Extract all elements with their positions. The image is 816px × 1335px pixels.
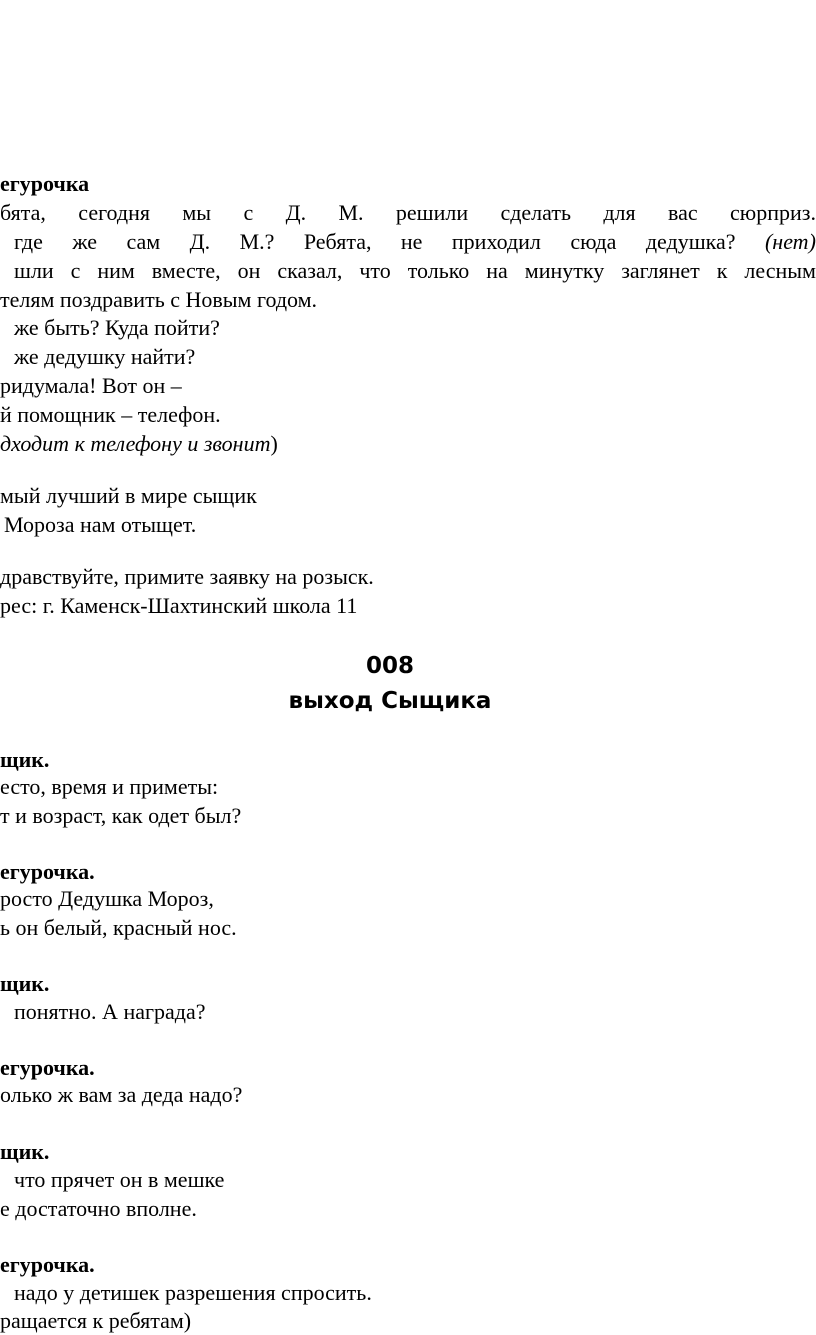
speaker-snegurochka: егурочка.	[0, 1252, 95, 1277]
verse-line: ь он белый, красный нос.	[0, 915, 237, 940]
speaker-detective: щик.	[0, 747, 50, 772]
verse-line: что прячет он в мешке	[14, 1167, 225, 1192]
word: Д.	[189, 229, 211, 254]
scene-title: выход Сыщика	[288, 688, 492, 714]
word: лесным	[744, 258, 816, 283]
paragraph-line: телям поздравить с Новым годом.	[0, 287, 318, 312]
word: к	[716, 258, 728, 283]
word: М.?	[239, 229, 275, 254]
italic-word: (нет)	[764, 229, 816, 254]
word: дедушка?	[645, 229, 736, 254]
word: Д.	[285, 200, 307, 225]
speaker-detective: щик.	[0, 971, 50, 996]
stage-direction: ращается к ребятам)	[0, 1308, 192, 1333]
verse-line: росто Дедушка Мороз,	[0, 886, 214, 911]
word: с	[243, 200, 254, 225]
paragraph-line	[0, 199, 816, 227]
paragraph-line	[0, 257, 816, 285]
word: приходил	[451, 229, 541, 254]
word: с	[70, 258, 81, 283]
speaker-detective: щик.	[0, 1139, 50, 1164]
stage-direction-italic: дходит к телефону и звонит	[0, 431, 271, 456]
word: ним	[97, 258, 135, 283]
word: решили	[395, 200, 469, 225]
verse-line: мый лучший в мире сыщик	[0, 483, 257, 508]
verse-line: дравствуйте, примите заявку на розыск.	[0, 564, 374, 589]
verse-line: же быть? Куда пойти?	[14, 315, 220, 340]
verse-line: надо у детишек разрешения спросить.	[14, 1280, 372, 1305]
word: бята,	[0, 200, 46, 225]
word: что	[359, 258, 391, 283]
verse-line: понятно. А награда?	[14, 999, 206, 1024]
speaker-snegurochka: егурочка.	[0, 1055, 95, 1080]
word: сегодня	[78, 200, 151, 225]
word: минутку	[524, 258, 605, 283]
word: сюрприз.	[730, 200, 816, 225]
verse-line: рес: г. Каменск-Шахтинский школа 11	[0, 593, 358, 618]
stage-direction-tail: )	[270, 431, 278, 456]
word: где	[14, 229, 43, 254]
verse-line: ридумала! Вот он –	[0, 373, 182, 398]
verse-line: есто, время и приметы:	[0, 774, 219, 799]
word: М.	[338, 200, 364, 225]
speaker-snegurochka: егурочка	[0, 171, 90, 196]
word: сказал,	[277, 258, 343, 283]
verse-line: т и возраст, как одет был?	[0, 803, 242, 828]
word: заглянет	[621, 258, 700, 283]
stage-direction	[0, 430, 278, 458]
word: вас	[668, 200, 698, 225]
verse-line: же дедушку найти?	[14, 344, 196, 369]
word: не	[400, 229, 423, 254]
word: мы	[182, 200, 212, 225]
word: он	[237, 258, 261, 283]
word: только	[407, 258, 470, 283]
word: на	[486, 258, 508, 283]
word: же	[72, 229, 98, 254]
speaker-snegurochka: егурочка.	[0, 859, 95, 884]
word: сделать	[500, 200, 571, 225]
word: Ребята,	[303, 229, 372, 254]
verse-line: й помощник – телефон.	[0, 402, 221, 427]
word: сюда	[570, 229, 617, 254]
word: шли	[14, 258, 54, 283]
word: сам	[126, 229, 161, 254]
word: для	[603, 200, 636, 225]
verse-line: олько ж вам за деда надо?	[0, 1082, 243, 1107]
paragraph-line	[0, 228, 816, 256]
verse-line: Мороза нам отыщет.	[4, 512, 197, 537]
verse-line: е достаточно вполне.	[0, 1196, 197, 1221]
word: вместе,	[151, 258, 221, 283]
scene-number: 008	[365, 653, 414, 679]
